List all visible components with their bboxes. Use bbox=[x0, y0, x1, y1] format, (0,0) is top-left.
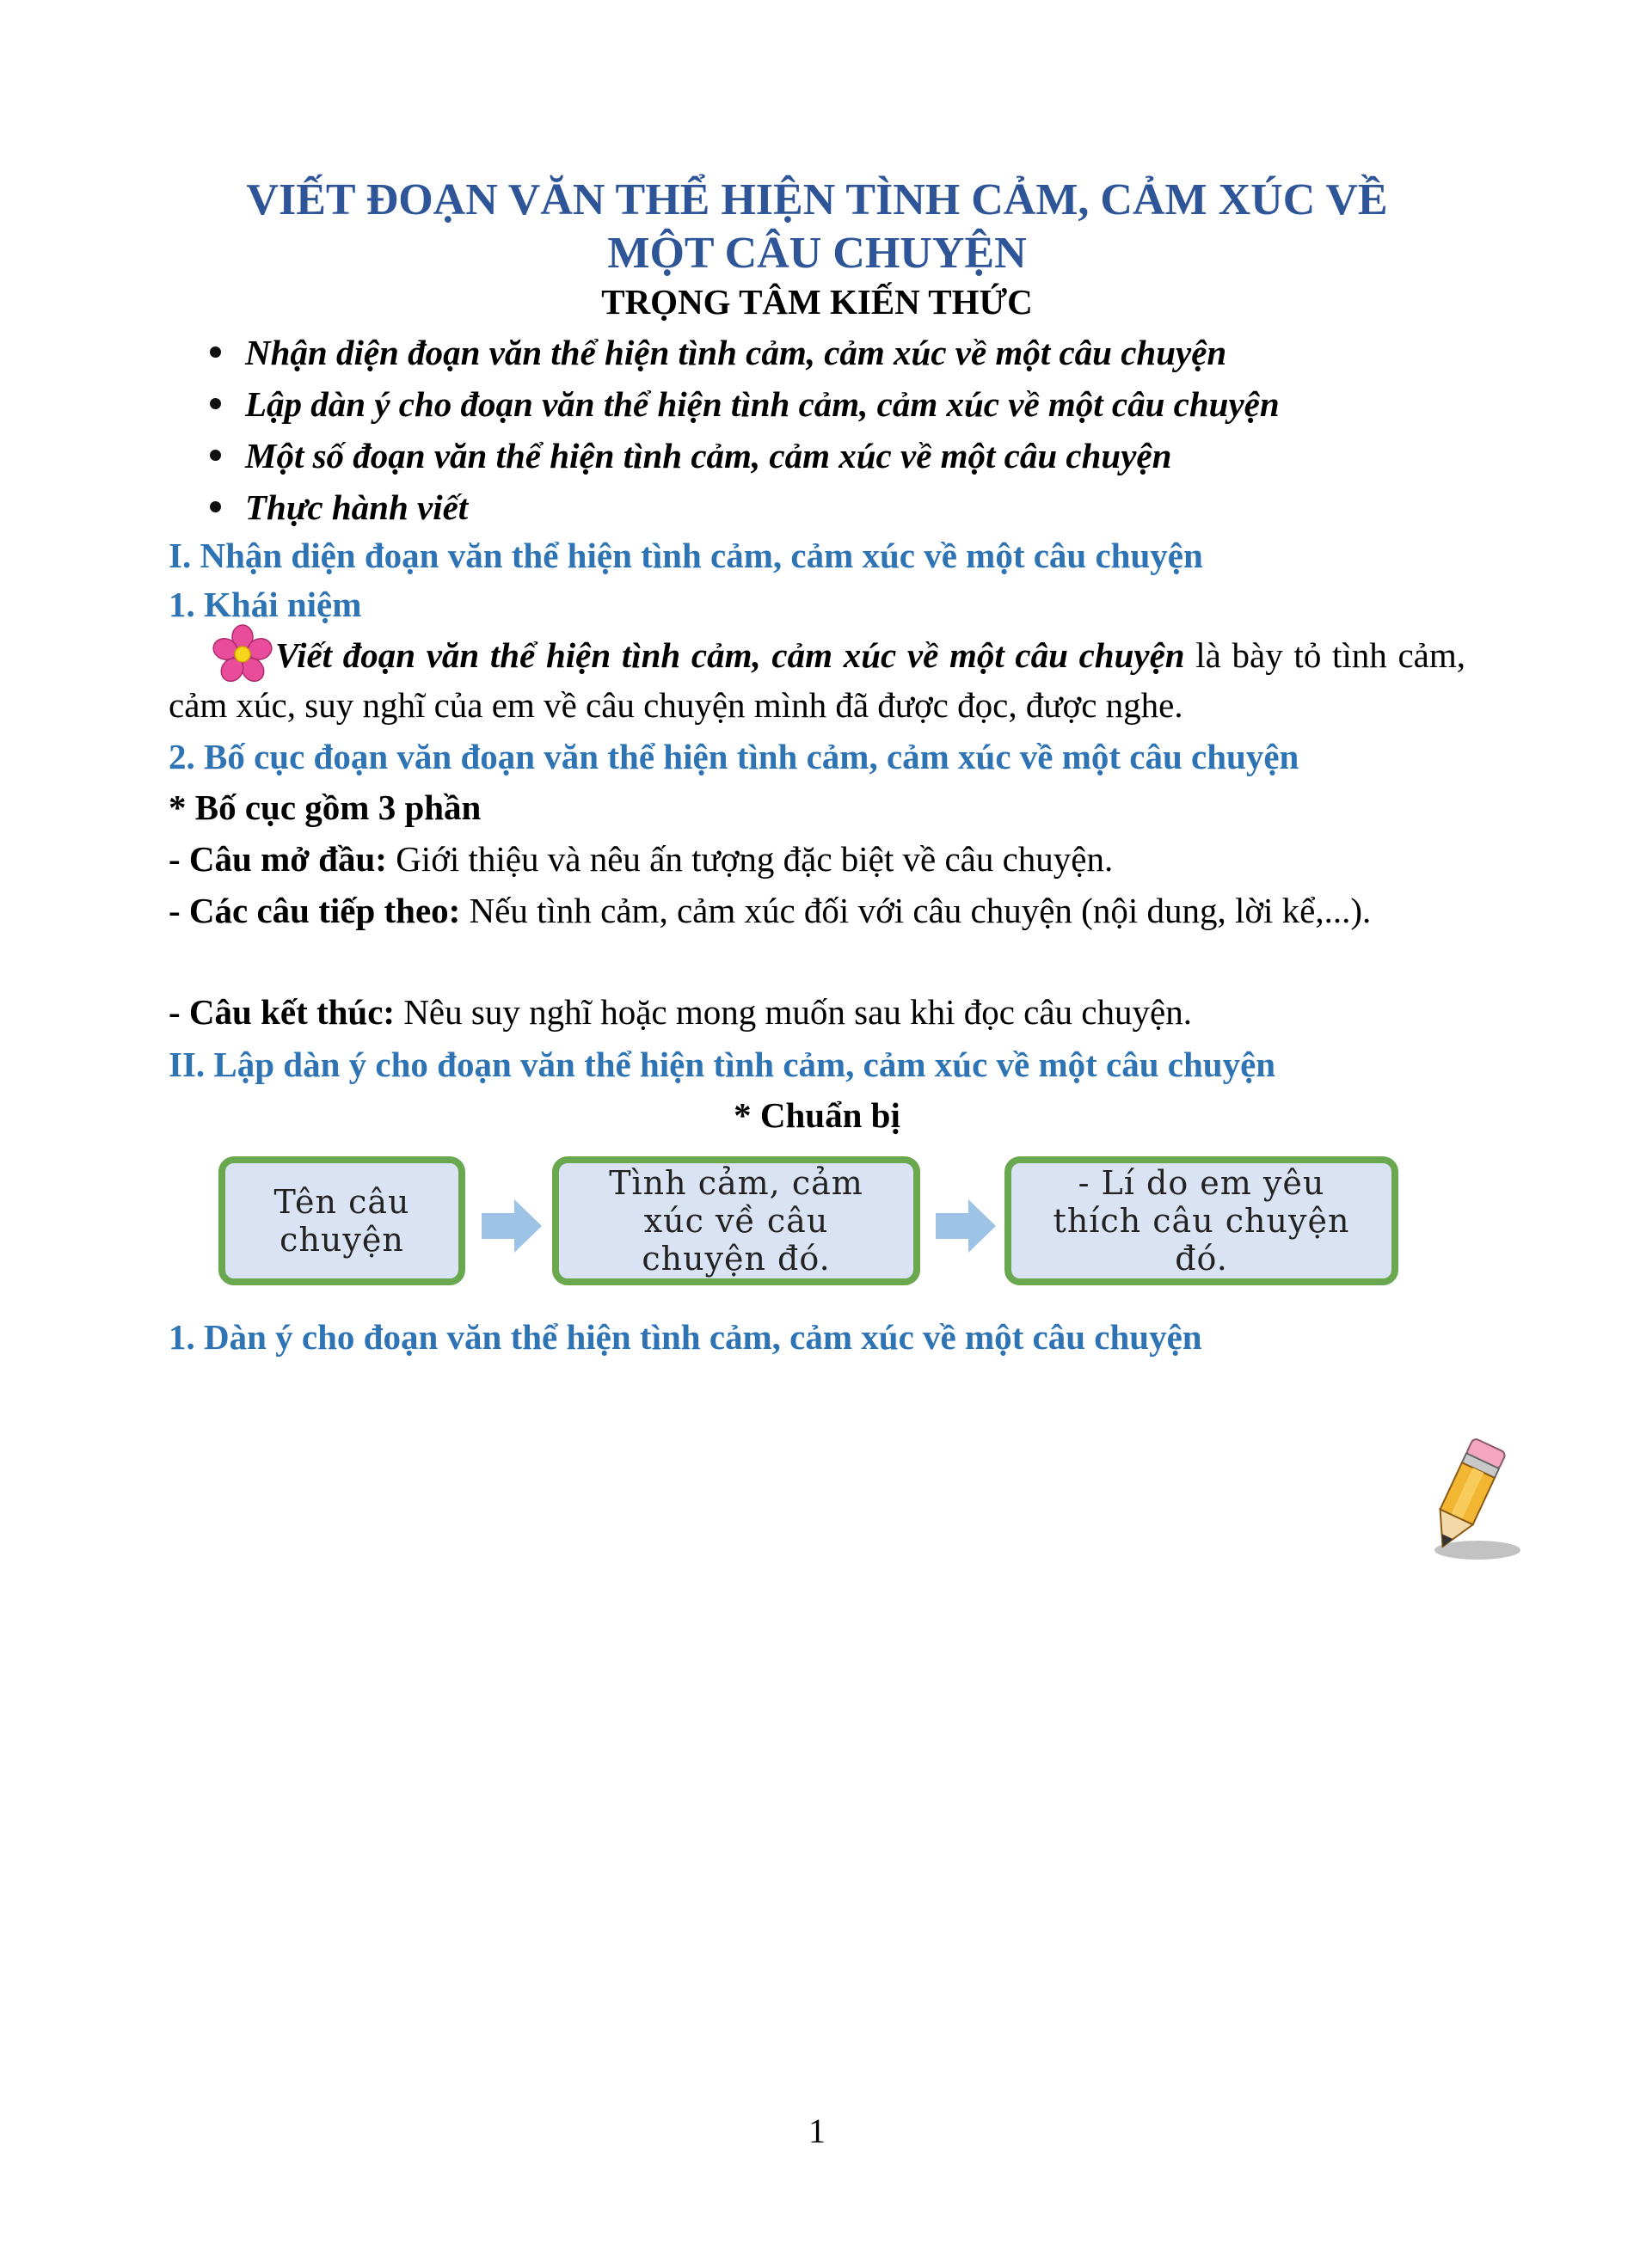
page-number: 1 bbox=[808, 2112, 826, 2150]
layout-intro: * Bố cục gồm 3 phần bbox=[169, 788, 482, 827]
arrow-right-icon bbox=[936, 1199, 996, 1253]
bullet-icon bbox=[210, 450, 221, 461]
list-item: Lập dàn ý cho đoạn văn thể hiện tình cảm, cảm xúc về một câu chuyện bbox=[206, 378, 1280, 430]
list-item: Nhận diện đoạn văn thể hiện tình cảm, cảm xúc về một câu chuyện bbox=[206, 327, 1280, 378]
part-label: - Các câu tiếp theo: bbox=[169, 891, 461, 930]
arrow-right-icon bbox=[482, 1199, 542, 1253]
part-body bbox=[169, 886, 1465, 935]
title-line-2: MỘT CÂU CHUYỆN bbox=[607, 229, 1027, 278]
list-item: Một số đoạn văn thể hiện tình cảm, cảm xúc về một câu chuyện bbox=[206, 430, 1280, 481]
layout-heading: 2. Bố cục đoạn văn đoạn văn thể hiện tình cảm, cảm xúc về một câu chuyện bbox=[169, 737, 1299, 776]
section-2-heading: II. Lập dàn ý cho đoạn văn thể hiện tình cảm, cảm xúc về một câu chuyện bbox=[169, 1045, 1276, 1084]
pencil-icon bbox=[1410, 1431, 1522, 1565]
bullet-icon bbox=[210, 501, 221, 512]
subtitle: TRỌNG TÂM KIẾN THỨC bbox=[601, 282, 1033, 322]
flow-box-reasons: - Lí do em yêu thích câu chuyện đó. bbox=[1004, 1156, 1398, 1285]
concept-term: Viết đoạn văn thể hiện tình cảm, cảm xúc về một câu chuyện bbox=[275, 635, 1185, 675]
part-text: Nêu suy nghĩ hoặc mong muốn sau khi đọc câu chuyện. bbox=[395, 992, 1192, 1032]
title-line-1: VIẾT ĐOẠN VĂN THỂ HIỆN TÌNH CẢM, CẢM XÚC VỀ bbox=[246, 175, 1388, 224]
list-item: Thực hành viết bbox=[206, 481, 1280, 533]
flow-box-feelings: Tình cảm, cảm xúc về câu chuyện đó. bbox=[552, 1156, 920, 1285]
part-closing bbox=[169, 987, 1192, 1037]
outline-heading: 1. Dàn ý cho đoạn văn thể hiện tình cảm, cảm xúc về một câu chuyện bbox=[169, 1317, 1202, 1357]
flow-box-story-name: Tên câu chuyện bbox=[218, 1156, 465, 1285]
part-label: - Câu mở đầu: bbox=[169, 839, 387, 879]
part-opening bbox=[169, 834, 1113, 884]
concept-definition: là bày tỏ tình cảm, cảm xúc, suy nghĩ của em về câu chuyện mình đã được đọc, được nghe. bbox=[169, 635, 1466, 725]
concept-paragraph bbox=[169, 630, 1465, 730]
concept-heading: 1. Khái niệm bbox=[169, 585, 362, 624]
bullet-icon bbox=[210, 346, 221, 358]
key-points-list bbox=[206, 327, 1280, 533]
part-text: Nếu tình cảm, cảm xúc đối với câu chuyện (nội dung, lời kể,...). bbox=[460, 891, 1372, 930]
part-label: - Câu kết thúc: bbox=[169, 992, 396, 1032]
section-1-heading: I. Nhận diện đoạn văn thể hiện tình cảm, cảm xúc về một câu chuyện bbox=[169, 536, 1203, 575]
bullet-icon bbox=[210, 398, 221, 409]
prepare-label: * Chuẩn bị bbox=[734, 1095, 900, 1135]
part-text: Giới thiệu và nêu ấn tượng đặc biệt về câu chuyện. bbox=[386, 839, 1114, 879]
